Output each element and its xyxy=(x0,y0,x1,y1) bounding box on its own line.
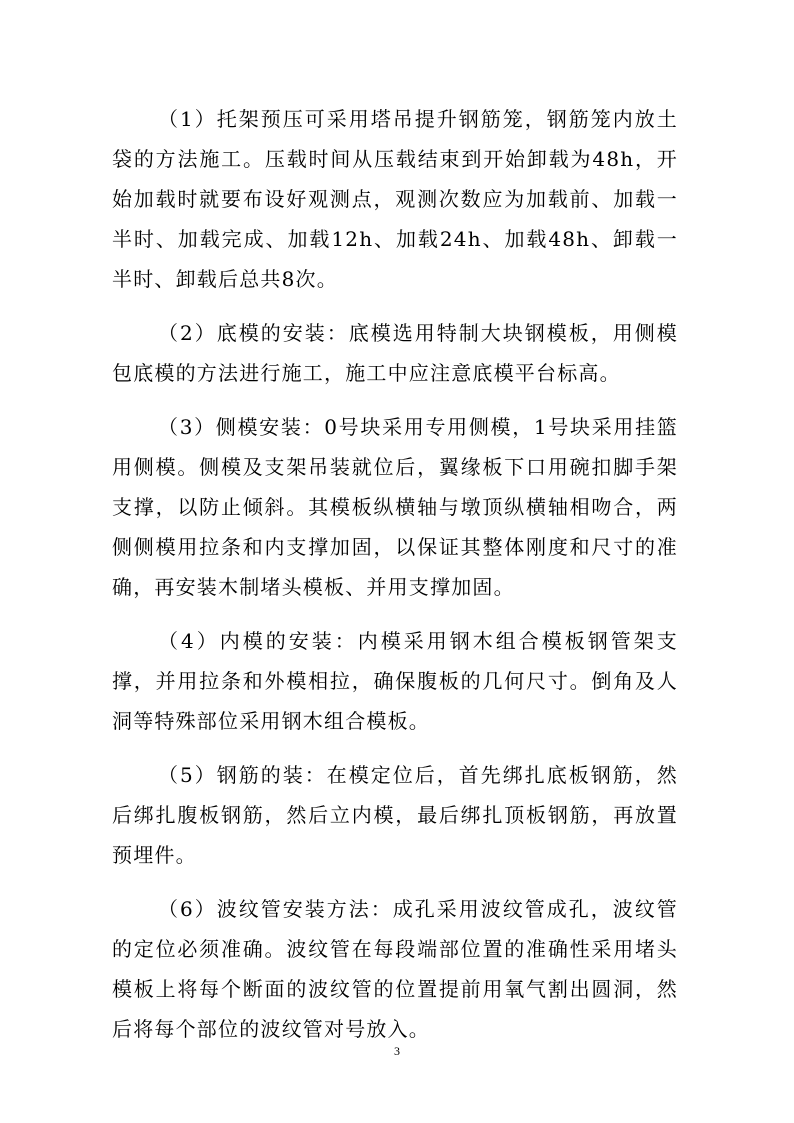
paragraph-1-bracket-preload: （1）托架预压可采用塔吊提升钢筋笼，钢筋笼内放土袋的方法施工。压载时间从压载结束到开始卸载为48h，开始加载时就要布设好观测点，观测次数应为加载前、加载一半时、加载完成、加载12h、加载24h、加载48h、卸载一半时、卸载后总共8次。 xyxy=(112,107,678,291)
page-number: 3 xyxy=(394,1044,400,1058)
paragraph-5-rebar: （5）钢筋的装：在模定位后，首先绑扎底板钢筋，然后绑扎腹板钢筋，然后立内模，最后绑扎顶板钢筋，再放置预埋件。 xyxy=(112,763,678,867)
paragraph-2-bottom-form: （2）底模的安装：底模选用特制大块钢模板，用侧模包底模的方法进行施工，施工中应注意底模平台标高。 xyxy=(112,321,678,385)
paragraph-4-inner-form: （4）内模的安装：内模采用钢木组合模板钢管架支撑，并用拉条和外模相拉，确保腹板的几何尺寸。倒角及人洞等特殊部位采用钢木组合模板。 xyxy=(112,629,678,733)
document-body xyxy=(112,99,678,1063)
paragraph-6-corrugated-pipe: （6）波纹管安装方法：成孔采用波纹管成孔，波纹管的定位必须准确。波纹管在每段端部位置的准确性采用堵头模板上将每个断面的波纹管的位置提前用氧气割出圆洞，然后将每个部位的波纹管对号放入。 xyxy=(112,897,678,1041)
paragraph-3-side-form: （3）侧模安装：0号块采用专用侧模，1号块采用挂篮用侧模。侧模及支架吊装就位后，翼缘板下口用碗扣脚手架支撑，以防止倾斜。其模板纵横轴与墩顶纵横轴相吻合，两侧侧模用拉条和内支撑加固，以保证其整体刚度和尺寸的准确，再安装木制堵头模板、并用支撑加固。 xyxy=(112,415,678,599)
